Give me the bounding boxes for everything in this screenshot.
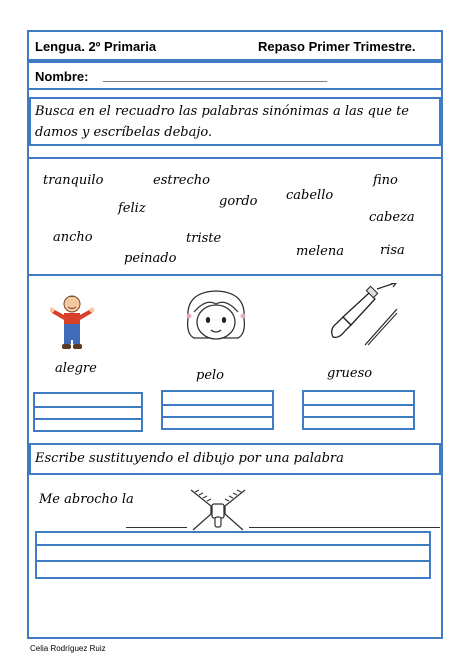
picture-label-grueso: grueso [327, 366, 373, 381]
instruction-text-1: Busca en el recuadro las palabras sinónimas a las que te damos y escríbelas debajo. [35, 104, 410, 140]
name-input-line[interactable]: _______________________________ [103, 68, 328, 83]
word-estrecho: estrecho [153, 173, 210, 188]
word-triste: triste [186, 231, 222, 246]
paintbrush-icon [325, 283, 400, 348]
word-cabeza: cabeza [369, 210, 415, 225]
word-risa: risa [380, 243, 405, 258]
page-title: Repaso Primer Trimestre. [258, 39, 416, 54]
answer-lines-pelo[interactable] [161, 390, 274, 430]
word-melena: melena [296, 244, 344, 259]
word-ancho: ancho [53, 230, 93, 245]
answer-lines-grueso[interactable] [302, 390, 415, 430]
sentence-text: Me abrocho la [39, 492, 134, 507]
footer-author: Celia Rodríguez Ruiz [30, 644, 106, 653]
word-fino: fino [373, 173, 398, 188]
answer-lines-alegre[interactable] [33, 392, 143, 432]
girl-face-icon [176, 288, 256, 348]
instruction-text-2: Escribe sustituyendo el dibujo por una palabra [35, 451, 344, 466]
name-box [27, 61, 443, 90]
word-tranquilo: tranquilo [43, 173, 104, 188]
word-cabello: cabello [286, 188, 334, 203]
word-feliz: feliz [118, 201, 146, 216]
zipper-icon [187, 484, 249, 532]
picture-label-pelo: pelo [196, 368, 224, 383]
word-gordo: gordo [219, 194, 258, 209]
instruction-box-1 [29, 97, 441, 146]
instruction-box-2 [29, 443, 441, 475]
name-label: Nombre: [35, 69, 89, 84]
sentence-blank-right[interactable] [249, 527, 440, 528]
subject-label: Lengua. 2º Primaria [35, 39, 157, 54]
sentence-answer-lines[interactable] [35, 531, 431, 579]
happy-boy-icon [50, 290, 95, 352]
header-box [27, 30, 443, 61]
sentence-blank-left[interactable] [126, 527, 187, 528]
word-peinado: peinado [124, 251, 177, 266]
picture-label-alegre: alegre [55, 361, 97, 376]
